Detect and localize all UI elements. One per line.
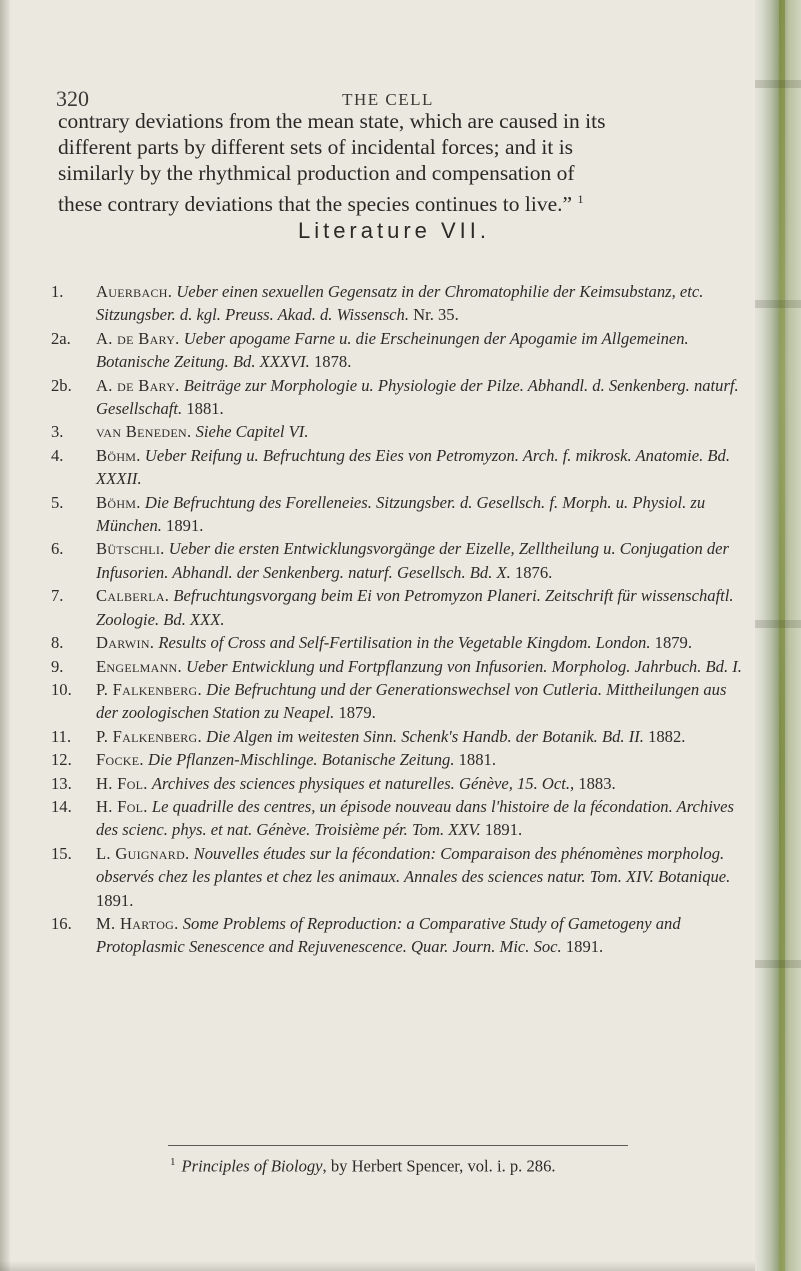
reference-entry (51, 655, 751, 678)
reference-entry (51, 327, 751, 374)
reference-work: Ueber die ersten Entwicklungsvorgänge der Eizelle, Zelltheilung u. Conjugation der Infusorien. Abhandl. der Senkenberg. naturf. Gesellsch. Bd. X. (96, 539, 730, 582)
page-bottom-shadow (0, 1261, 755, 1271)
reference-work: Ueber Reifung u. Befruchtung des Eies von Petromyzon. Arch. f. mikrosk. Anatomie. Bd. XXXII. (96, 445, 730, 489)
reference-entry (51, 537, 751, 584)
reference-author: A. de Bary. (96, 375, 180, 395)
reference-number: 7. (51, 586, 64, 606)
reference-year: 1881. (186, 399, 224, 419)
reference-author: H. Fol. (96, 773, 148, 793)
reference-entry (51, 678, 751, 725)
reference-entry (51, 491, 751, 538)
reference-entry (51, 725, 751, 748)
reference-entry (51, 772, 751, 795)
reference-number: 13. (51, 773, 72, 793)
reference-work: Befruchtungsvorgang beim Ei von Petromyzon Planeri. Zeitschrift für wissenschaftl. Zoologie. Bd. XXX. (96, 586, 734, 629)
intro-line: similarly by the rhythmical production and compensation of (58, 161, 575, 185)
footnote-text: , by Herbert Spencer, vol. i. p. 286. (322, 1156, 556, 1176)
reference-entry (51, 420, 751, 443)
intro-line (58, 186, 730, 217)
reference-author: Bütschli. (96, 539, 165, 559)
reference-year: 1891. (166, 516, 204, 536)
reference-author: H. Fol. (96, 796, 148, 816)
reference-year: 1879. (338, 703, 376, 723)
reference-number: 6. (51, 539, 64, 559)
reference-author: Calberla. (96, 586, 170, 606)
reference-author: Auerbach. (96, 282, 173, 301)
binding-shadow (0, 0, 10, 1271)
reference-number: 15. (51, 843, 72, 863)
reference-year: 1879. (654, 633, 692, 653)
reference-author: Böhm. (96, 492, 141, 512)
reference-author: Engelmann. (96, 656, 182, 676)
reference-work: Die Pflanzen-Mischlinge. Botanische Zeitung. (148, 750, 455, 770)
reference-entry (51, 748, 751, 771)
book-edge (755, 0, 801, 1271)
reference-year: 1891. (96, 890, 134, 910)
reference-number: 4. (51, 445, 64, 465)
footnote (170, 1156, 556, 1177)
reference-work: Ueber Entwicklung und Fortpflanzung von Infusorien. Morpholog. Jahrbuch. Bd. I. (186, 656, 742, 676)
reference-number: 12. (51, 750, 72, 770)
intro-paragraph (58, 108, 730, 217)
reference-number: 8. (51, 633, 64, 653)
footnote-title: Principles of Biology (181, 1156, 323, 1176)
reference-entry (51, 584, 751, 631)
reference-year: 1891. (484, 820, 523, 840)
edge-band (755, 300, 801, 308)
reference-year: 1882. (648, 726, 686, 746)
reference-author: P. Falkenberg. (96, 679, 202, 699)
reference-entry (51, 374, 751, 421)
reference-work: Die Befruchtung und der Generationswechsel von Cutleria. Mittheilungen aus der zoologischen Station zu Neapel. (96, 679, 727, 723)
reference-author: Focke. (96, 750, 144, 770)
intro-line-text: these contrary deviations that the species continues to live.” (58, 192, 573, 217)
reference-number: 9. (51, 656, 64, 676)
footnote-marker: 1 (577, 192, 584, 206)
reference-work: Archives des sciences physiques et naturelles. Génève, 15. Oct., (151, 773, 575, 793)
reference-work: Le quadrille des centres, un épisode nouveau dans l'histoire de la fécondation. Archives des scienc. phys. et nat. Génève. Troisième pér. Tom. XXV. (96, 796, 734, 840)
reference-year: 1881. (458, 750, 496, 770)
footnote-number: 1 (170, 1156, 176, 1168)
edge-strip (779, 0, 785, 1271)
page-number: 320 (56, 86, 89, 111)
reference-work: Beiträge zur Morphologie u. Physiologie der Pilze. Abhandl. d. Senkenberg. naturf. Gesellschaft. (96, 375, 739, 419)
edge-band (755, 960, 801, 968)
intro-line: contrary deviations from the mean state, which are caused in its (58, 109, 606, 133)
reference-number: 5. (51, 492, 64, 512)
reference-entry (51, 444, 751, 491)
reference-entry (51, 280, 751, 327)
reference-number: 2a. (51, 328, 71, 348)
reference-entry (51, 912, 751, 959)
reference-work: Die Algen im weitesten Sinn. Schenk's Handb. der Botanik. Bd. II. (206, 726, 644, 746)
reference-work: Siehe Capitel VI. (195, 422, 309, 442)
reference-year: 1876. (514, 562, 553, 582)
reference-entry (51, 631, 751, 654)
running-head: THE CELL (342, 90, 434, 109)
reference-number: 10. (51, 679, 72, 699)
section-title: Literature VII. (297, 218, 491, 243)
reference-work: Ueber apogame Farne u. die Erscheinungen der Apogamie im Allgemeinen. Botanische Zeitung. Bd. XXXVI. (96, 328, 689, 372)
reference-entry (51, 842, 751, 912)
reference-work: Die Befruchtung des Forelleneies. Sitzungsber. d. Gesellsch. f. Morph. u. Physiol. zu München. (96, 492, 706, 536)
footnote-rule (168, 1145, 628, 1146)
reference-year: Nr. 35. (413, 305, 459, 325)
reference-year: 1891. (565, 937, 604, 957)
reference-author: P. Falkenberg. (96, 726, 202, 746)
book-page (18, 0, 758, 1271)
reference-author: van Beneden. (96, 422, 192, 442)
edge-band (755, 620, 801, 628)
reference-work: Nouvelles études sur la fécondation: Comparaison des phénomènes morpholog. observés chez les plantes et chez les animaux. Annales des sciences natur. Tom. XIV. Botanique. (96, 843, 731, 887)
reference-number: 14. (51, 796, 72, 816)
reference-author: Darwin. (96, 633, 155, 653)
reference-author: Böhm. (96, 445, 141, 465)
reference-author: A. de Bary. (96, 328, 180, 348)
reference-work: Results of Cross and Self-Fertilisation in the Vegetable Kingdom. London. (158, 633, 651, 653)
reference-author: M. Hartog. (96, 913, 179, 933)
reference-work: Some Problems of Reproduction: a Comparative Study of Gametogeny and Protoplasmic Senescence and Rejuvenescence. Quar. Journ. Mic. Soc. (96, 913, 681, 957)
reference-number: 1. (51, 282, 64, 301)
reference-number: 2b. (51, 375, 72, 395)
reference-year: 1883. (578, 773, 616, 793)
reference-year: 1878. (314, 352, 352, 372)
reference-number: 11. (51, 726, 72, 746)
reference-entry (51, 795, 751, 842)
reference-number: 3. (51, 422, 64, 442)
reference-list (51, 280, 751, 959)
edge-band (755, 80, 801, 88)
intro-line: different parts by different sets of incidental forces; and it is (58, 135, 574, 159)
reference-author: L. Guignard. (96, 843, 190, 863)
reference-number: 16. (51, 913, 72, 933)
reference-work: Ueber einen sexuellen Gegensatz in der Chromatophilie der Keimsubstanz, etc. Sitzungsber. d. kgl. Preuss. Akad. d. Wissensch. (96, 282, 704, 325)
